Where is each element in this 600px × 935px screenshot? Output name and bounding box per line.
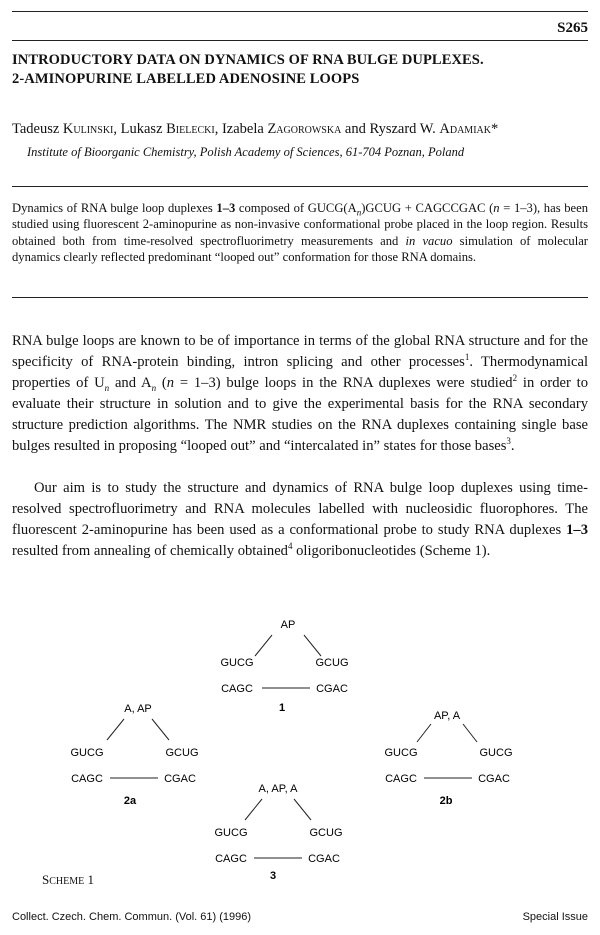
body-paragraph-2 (12, 478, 588, 562)
abstract-top-rule (12, 186, 588, 187)
strand-bottom-right: CGAC (478, 773, 510, 785)
abstract-in-vacuo: in vacuo (405, 233, 453, 248)
title-line-1: INTRODUCTORY DATA ON DYNAMICS OF RNA BULGE DUPLEXES. (12, 52, 484, 68)
structure-2a (71, 703, 199, 807)
abstract (12, 200, 588, 265)
variable-n: n (166, 375, 175, 391)
issue-label: Special Issue (522, 911, 588, 923)
subscript-n: n (104, 382, 110, 393)
strand-top-right: GUCG (479, 747, 513, 759)
author-1-first: Tadeusz (12, 121, 60, 137)
abstract-variable: n (493, 201, 500, 215)
strand-top-left: GUCG (70, 747, 104, 759)
abstract-text: simulation of molecular dynamics clearly reflected predominant “looped out” conformation for those RNA domains. (12, 233, 589, 264)
reference-4: 4 (287, 541, 293, 552)
strand-top-left: GUCG (220, 657, 254, 669)
scheme-1-diagram (0, 600, 600, 880)
author-1-last: Kulinski (62, 121, 114, 137)
body-text: and A (109, 375, 152, 391)
loop-label: A, AP, A (258, 783, 298, 795)
strand-bottom-left: CAGC (71, 773, 103, 785)
strand-bottom-right: CGAC (164, 773, 196, 785)
body-text: = 1–3) bulge loops in the RNA duplexes were studied (174, 375, 513, 391)
body-text: in order to evaluate their structure in solution and to give the experimental basis for the RNA secondary structure prediction algorithms. The NMR studies on the RNA duplexes containing single base bulges resulted in proposing “looped out” and “intercalated in” states for those bases (12, 375, 588, 454)
author-4-last: Adamiak (439, 121, 491, 137)
affiliation: Institute of Bioorganic Chemistry, Polish Academy of Sciences, 61-704 Poznan, Poland (27, 145, 465, 159)
structure-3 (215, 783, 343, 880)
loop-label: AP (280, 619, 296, 631)
reference-3: 3 (506, 436, 511, 447)
loop-label: A, AP (124, 703, 152, 715)
body-text: RNA bulge loops are known to be of importance in terms of the global RNA structure and for the specificity of RNA-protein binding, intron splicing and other processes (12, 333, 588, 370)
body-text: Our aim is to study the structure and dynamics of RNA bulge loop duplexes using time-resolved spectrofluorimetry and RNA molecules labelled with nucleosidic fluorophores. The fluorescent 2-aminopurine has been used as a conformational probe to study RNA duplexes (12, 480, 588, 538)
scheme-caption-number: 1 (87, 872, 94, 887)
subscript-n: n (151, 382, 157, 393)
strand-top-left: GUCG (384, 747, 418, 759)
loop-right-arm (294, 799, 311, 820)
strand-top-right: GCUG (315, 657, 349, 669)
body-text: resulted from annealing of chemically obtained (12, 543, 288, 559)
article-title (12, 51, 588, 89)
strand-bottom-left: CAGC (221, 683, 253, 695)
abstract-compounds: 1–3 (216, 201, 236, 215)
compound-number: 1 (278, 702, 286, 714)
loop-right-arm (152, 719, 169, 740)
strand-top-right: GCUG (309, 827, 343, 839)
abstract-text: composed of GUCG(A (235, 201, 357, 215)
loop-left-arm (417, 724, 431, 742)
journal-citation: Collect. Czech. Chem. Commun. (Vol. 61) (1996) (12, 911, 252, 923)
author-2-last: Bielecki (166, 121, 215, 137)
corresponding-mark: * (490, 121, 499, 137)
strand-bottom-left: CAGC (215, 853, 247, 865)
structure-2b (385, 710, 513, 807)
scheme-caption-rest: CHEME (49, 876, 85, 887)
author-4-first: Ryszard W. (369, 121, 436, 137)
abstract-subscript: n (356, 207, 362, 218)
author-2-first: Lukasz (120, 121, 163, 137)
strand-bottom-right: CGAC (308, 853, 340, 865)
strand-bottom-left: CAGC (385, 773, 417, 785)
author-3-last: Zagorowska (267, 121, 342, 137)
author-3-first: Izabela (221, 121, 264, 137)
top-rule (12, 11, 588, 12)
author-conjunction: and (344, 121, 366, 137)
loop-label: AP, A (433, 710, 461, 722)
scheme-caption-initial: S (42, 872, 50, 887)
body-text: . Thermodynamical properties of U (12, 354, 588, 391)
loop-right-arm (463, 724, 477, 742)
body-compounds: 1–3 (566, 522, 588, 538)
strand-bottom-right: CGAC (316, 683, 348, 695)
header-rule (12, 40, 588, 41)
compound-number: 2b (439, 795, 453, 807)
abstract-text: = 1–3), has been studied using fluorescent 2-aminopurine as non-invasive conformational probe placed in the loop region. Results obtained both from time-resolved spectrofluorimetry measurements and (12, 201, 589, 248)
abstract-text: )GCUG + CAGCCGAC ( (361, 201, 494, 215)
page-number: S265 (557, 20, 588, 36)
abstract-bottom-rule (12, 297, 588, 298)
reference-2: 2 (512, 373, 518, 384)
strand-top-left: GUCG (214, 827, 248, 839)
author-list: Tadeusz Kulinski, Lukasz Bielecki, Izabela Zagorowska and Ryszard W. Adamiak* (12, 121, 499, 137)
title-line-2: 2-AMINOPURINE LABELLED ADENOSINE LOOPS (12, 71, 360, 87)
reference-1: 1 (464, 352, 470, 363)
scheme-caption (42, 872, 94, 888)
body-paragraph-1 (12, 331, 588, 457)
loop-left-arm (255, 635, 272, 656)
structure-1 (221, 619, 349, 714)
body-text: . (510, 438, 515, 454)
loop-left-arm (245, 799, 262, 820)
strand-top-right: GCUG (165, 747, 199, 759)
compound-number: 2a (123, 795, 137, 807)
body-text: ( (156, 375, 167, 391)
loop-right-arm (304, 635, 321, 656)
loop-left-arm (107, 719, 124, 740)
abstract-text: Dynamics of RNA bulge loop duplexes (12, 201, 217, 215)
body-text: oligoribonucleotides (Scheme 1). (292, 543, 491, 559)
compound-number: 3 (269, 870, 277, 880)
